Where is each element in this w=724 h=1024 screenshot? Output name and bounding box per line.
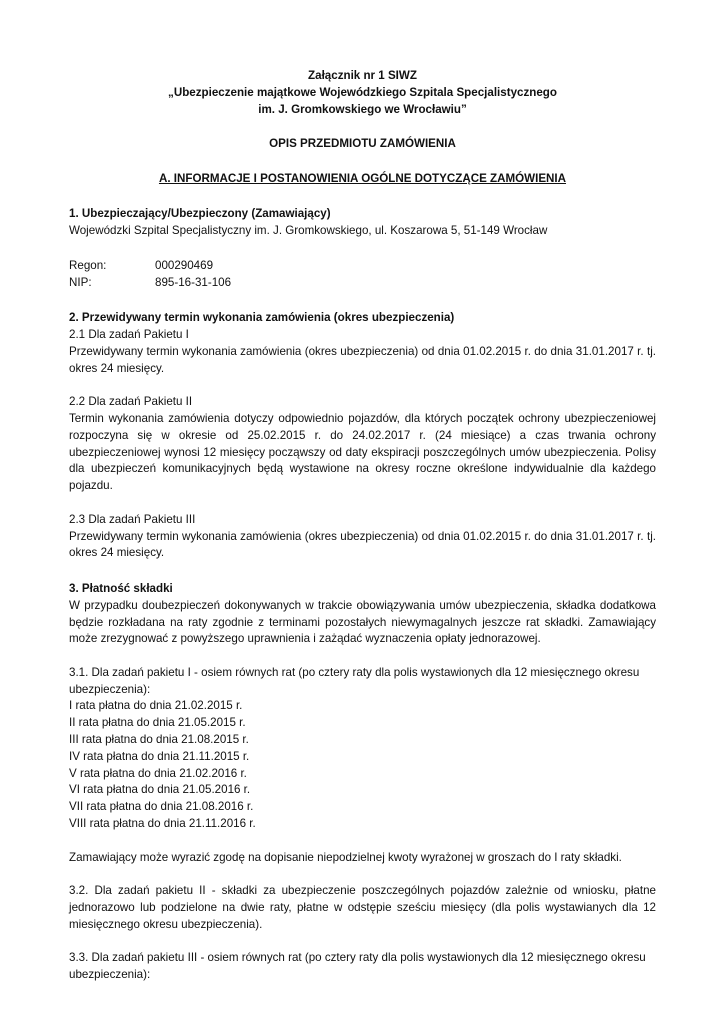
nip-label: NIP: (69, 275, 92, 289)
rate-list (69, 698, 656, 832)
s2-heading: 2. Przewidywany termin wykonania zamówienia (okres ubezpieczenia) (69, 311, 455, 325)
tender-title-line2: im. J. Gromkowskiego we Wrocławiu” (258, 102, 467, 116)
s2-p2-text: Termin wykonania zamówienia dotyczy odpowiednio pojazdów, dla których początek ochrony ubezpieczeniowej rozpoczyna się w okresie od 25.02.2015 r. do 24.02.2017 r. (24 miesiące) a czas trwania ochrony ubezpieczeniowej wynosi 12 miesięcy począwszy od daty ekspiracji poszczególnych umów ubezpieczenia. Polisy dla ubezpieczeń komunikacyjnych będą wystawione na okresy roczne określone indywidualnie dla każdego pojazdu. (69, 411, 656, 493)
s2-p2-title: 2.2 Dla zadań Pakietu II (69, 395, 193, 409)
s3-p2: 3.2. Dla zadań pakietu II - składki za ubezpieczenie poszczególnych pojazdów zależnie od wniosku, płatne jednorazowo lub podzielone na dwie raty, płatne w odstępie sześciu miesięcy (dla polis wystawianych dla 12 miesięcznego okresu ubezpieczenia). (69, 884, 656, 931)
s3-p1: 3.1. Dla zadań pakietu I - osiem równych rat (po cztery raty dla polis wystawionych dla 12 miesięcznego okresu ubezpieczenia): (69, 665, 640, 696)
document-title: OPIS PRZEDMIOTU ZAMÓWIENIA (269, 137, 456, 151)
nip-value: 895-16-31-106 (155, 275, 232, 289)
section-a-title: A. INFORMACJE I POSTANOWIENIA OGÓLNE DOTYCZĄCE ZAMÓWIENIA (158, 171, 567, 185)
list-item: VIII rata płatna do dnia 21.11.2016 r. (69, 817, 256, 831)
list-item: I rata płatna do dnia 21.02.2015 r. (69, 699, 243, 713)
attachment-label: Załącznik nr 1 SIWZ (308, 69, 417, 82)
s3-p3: 3.3. Dla zadań pakietu III - osiem równych rat (po cztery raty dla polis wystawionych dla 12 miesięcznego okresu ubezpieczenia): (69, 951, 646, 982)
s1-heading: 1. Ubezpieczający/Ubezpieczony (Zamawiający) (69, 207, 331, 221)
s3-note: Zamawiający może wyrazić zgodę na dopisanie niepodzielnej kwoty wyrażonej w groszach do I raty składki. (69, 850, 622, 864)
s1-text: Wojewódzki Szpital Specjalistyczny im. J. Gromkowskiego, ul. Koszarowa 5, 51-149 Wrocław (69, 224, 548, 238)
s2-p3-text: Przewidywany termin wykonania zamówienia (okres ubezpieczenia) od dnia 01.02.2015 r. do dnia 31.01.2017 r. tj. okres 24 miesięcy. (69, 529, 656, 560)
list-item: II rata płatna do dnia 21.05.2015 r. (69, 716, 246, 730)
s2-p1-title: 2.1 Dla zadań Pakietu I (69, 327, 189, 341)
list-item: IV rata płatna do dnia 21.11.2015 r. (69, 749, 250, 763)
list-item: III rata płatna do dnia 21.08.2015 r. (69, 733, 249, 747)
s3-heading: 3. Płatność składki (69, 581, 173, 595)
tender-title-line1: „Ubezpieczenie majątkowe Wojewódzkiego Szpitala Specjalistycznego (168, 85, 557, 99)
s2-p3-title: 2.3 Dla zadań Pakietu III (69, 512, 196, 526)
regon-label: Regon: (69, 258, 107, 272)
regon-value: 000290469 (155, 258, 214, 272)
list-item: VII rata płatna do dnia 21.08.2016 r. (69, 800, 254, 814)
list-item: VI rata płatna do dnia 21.05.2016 r. (69, 783, 251, 797)
list-item: V rata płatna do dnia 21.02.2016 r. (69, 766, 247, 780)
nip-row (69, 275, 656, 292)
s2-p1-text: Przewidywany termin wykonania zamówienia (okres ubezpieczenia) od dnia 01.02.2015 r. do dnia 31.01.2017 r. tj. okres 24 miesięcy. (69, 344, 656, 375)
regon-row (69, 258, 656, 275)
s3-intro: W przypadku doubezpieczeń dokonywanych w trakcie obowiązywania umów ubezpieczenia, składka dodatkowa będzie rozkładana na raty zgodnie z terminami pozostałych niewymagalnych jeszcze rat składki. Zamawiający może zrezygnować z powyższego uprawnienia i zażądać wyznaczenia opłaty jednorazowej. (69, 598, 656, 646)
